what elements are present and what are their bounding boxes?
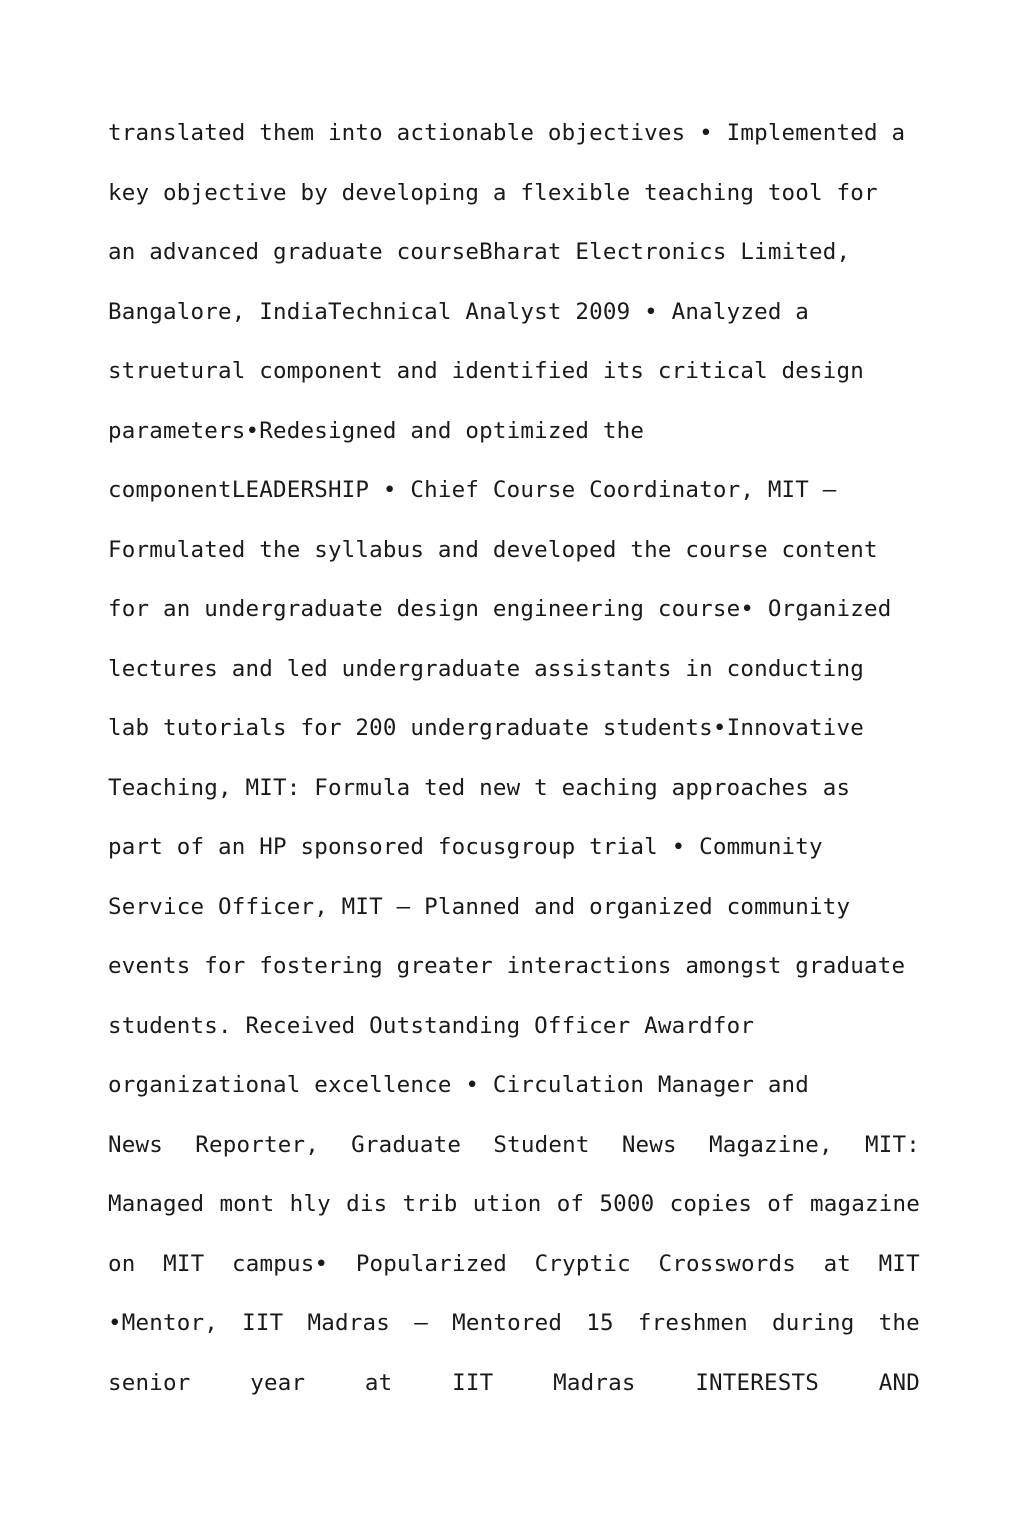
word: ution <box>472 1191 542 1217</box>
word: Crosswords <box>658 1250 796 1277</box>
text-line-justified <box>108 1124 920 1184</box>
text-line: part of an HP sponsored focusgroup trial • Community <box>108 834 823 860</box>
word: of <box>556 1191 585 1217</box>
word: trib <box>402 1191 458 1217</box>
word: Mentored <box>452 1310 563 1336</box>
word: INTERESTS <box>695 1369 820 1396</box>
text-line-justified <box>108 1302 920 1362</box>
word: •Mentor, <box>108 1310 218 1336</box>
text-line: translated them into actionable objectives • Implemented a <box>108 120 906 146</box>
word: senior <box>108 1369 191 1396</box>
text-line-justified <box>108 1362 920 1422</box>
word: News <box>621 1131 677 1158</box>
word: Madras <box>553 1369 636 1396</box>
text-line: events for fostering greater interactions amongst graduate <box>108 953 906 979</box>
text-line: students. Received Outstanding Officer Awardfor <box>108 1012 755 1039</box>
word: Popularized <box>355 1250 508 1277</box>
word: MIT: <box>864 1131 920 1158</box>
word: Student <box>493 1131 590 1158</box>
word: freshmen <box>637 1310 748 1336</box>
text-line-justified <box>108 1243 920 1303</box>
word: Graduate <box>351 1131 462 1158</box>
text-line: Teaching, MIT: Formula ted new t eaching approaches as <box>108 774 851 801</box>
word: Madras <box>307 1310 391 1336</box>
text-line: key objective by developing a flexible teaching tool for <box>108 179 878 206</box>
text-line: lectures and led undergraduate assistants in conducting <box>108 655 865 682</box>
word: 5000 <box>599 1191 655 1217</box>
text-line: parameters•Redesigned and optimized the <box>108 417 645 444</box>
text-line: lab tutorials for 200 undergraduate students•Innovative <box>108 715 865 741</box>
body-text <box>108 112 920 1421</box>
text-line: organizational excellence • Circulation Manager and <box>108 1072 810 1098</box>
text-line: struetural component and identified its critical design <box>108 358 865 384</box>
text-line: an advanced graduate courseBharat Electronics Limited, <box>108 239 851 265</box>
word: Reporter, <box>195 1131 319 1158</box>
word: MIT <box>163 1250 205 1277</box>
word: during <box>772 1310 855 1336</box>
text-line: Service Officer, MIT – Planned and organized community <box>108 893 851 920</box>
word: Managed <box>108 1191 205 1217</box>
word: magazine <box>809 1191 920 1217</box>
word: year <box>250 1369 306 1396</box>
word: on <box>108 1250 136 1277</box>
word: MIT <box>878 1250 920 1277</box>
text-line: Bangalore, IndiaTechnical Analyst 2009 • Analyzed a <box>108 298 810 325</box>
word: News <box>108 1131 163 1158</box>
word: dis <box>346 1191 388 1217</box>
text-line-justified <box>108 1183 920 1243</box>
word: AND <box>878 1369 920 1396</box>
word: mont <box>219 1191 275 1217</box>
word: Magazine, <box>709 1131 833 1158</box>
text-line: for an undergraduate design engineering course• Organized <box>108 596 892 622</box>
word: IIT <box>452 1369 494 1396</box>
word: at <box>364 1369 393 1396</box>
word: IIT <box>242 1310 284 1336</box>
word: the <box>878 1310 920 1336</box>
word: – <box>414 1310 428 1336</box>
word: campus• <box>231 1250 329 1277</box>
word: at <box>823 1250 852 1277</box>
text-line: Formulated the syllabus and developed the course content <box>108 536 878 563</box>
word: copies <box>669 1191 753 1217</box>
word: Cryptic <box>534 1250 631 1277</box>
word: 15 <box>586 1310 614 1336</box>
word: hly <box>289 1191 331 1217</box>
text-line: componentLEADERSHIP • Chief Course Coordinator, MIT – <box>108 477 837 503</box>
word: of <box>767 1191 795 1217</box>
